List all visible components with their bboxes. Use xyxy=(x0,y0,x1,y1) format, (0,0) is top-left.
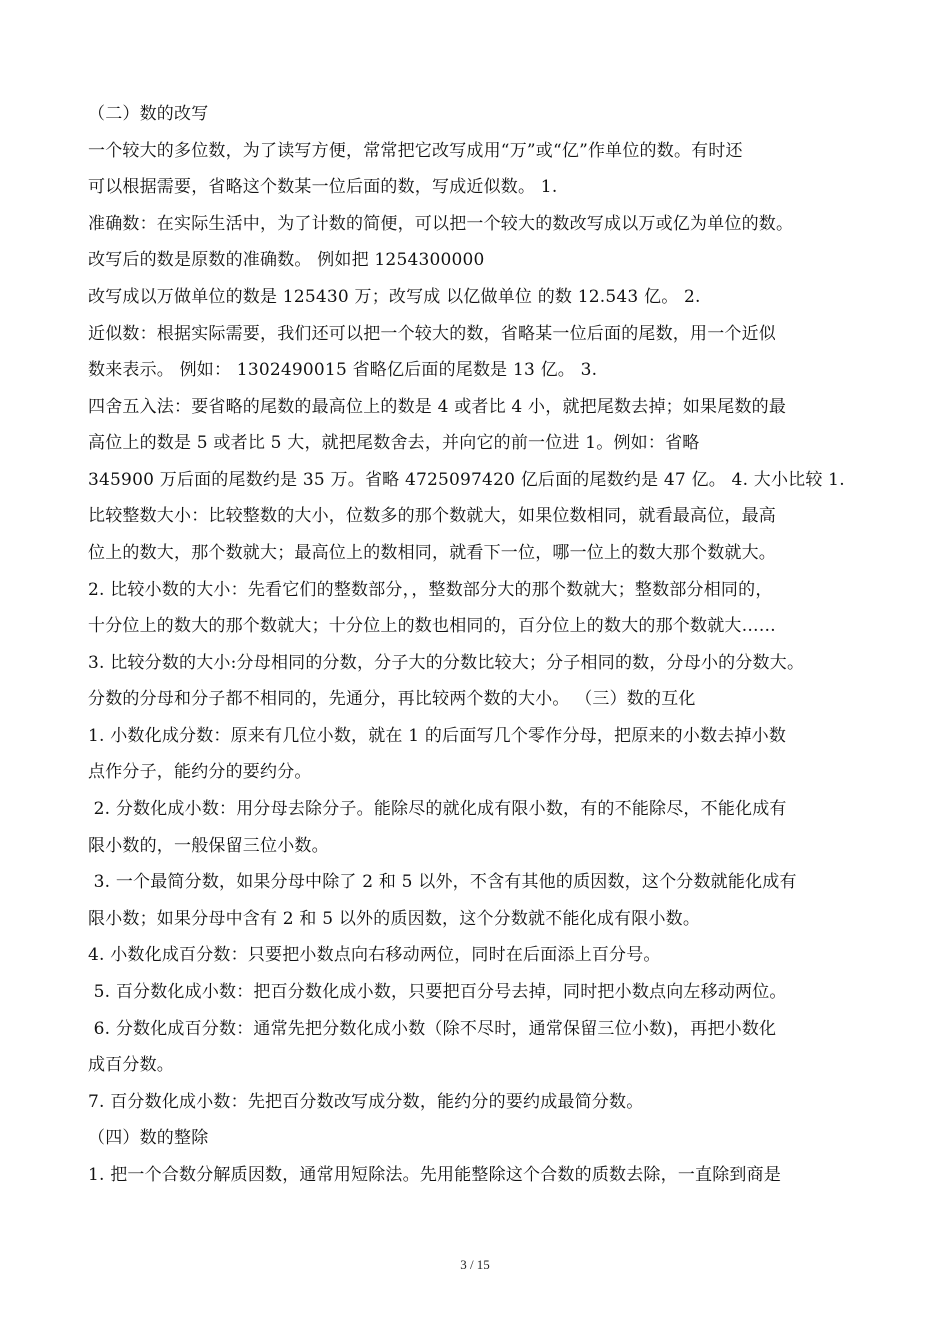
text-line: 点作分子，能约分的要约分。 xyxy=(88,762,312,782)
text-line: 7. 百分数化成小数：先把百分数改写成分数，能约分的要约成最简分数。 xyxy=(88,1092,644,1112)
text-line: 比较整数大小：比较整数的大小，位数多的那个数就大，如果位数相同，就看最高位，最高 xyxy=(88,506,776,526)
section-heading-divisibility: （四）数的整除 xyxy=(88,1128,209,1148)
text-line: 345900 万后面的尾数约是 35 万。省略 4725097420 亿后面的尾数约是 47 亿。 4. 大小比较 1. xyxy=(88,470,845,490)
text-line: 3. 比较分数的大小:分母相同的分数，分子大的分数比较大；分子相同的数，分母小的分数大。 xyxy=(88,653,805,673)
page-number: 3 / 15 xyxy=(460,1257,490,1272)
text-line: 一个较大的多位数，为了读写方便，常常把它改写成用“万”或“亿”作单位的数。有时还 xyxy=(88,141,743,161)
text-line: 分数的分母和分子都不相同的，先通分，再比较两个数的大小。 （三）数的互化 xyxy=(88,689,696,709)
text-line: 近似数：根据实际需要，我们还可以把一个较大的数，省略某一位后面的尾数，用一个近似 xyxy=(88,324,776,344)
text-line: 限小数的，一般保留三位小数。 xyxy=(88,836,329,856)
text-line: 2. 分数化成小数：用分母去除分子。能除尽的就化成有限小数，有的不能除尽，不能化成有 xyxy=(88,799,787,819)
text-line: 成百分数。 xyxy=(88,1055,174,1075)
text-line: 1. 小数化成分数：原来有几位小数，就在 1 的后面写几个零作分母，把原来的小数去掉小数 xyxy=(88,726,787,746)
text-line: 高位上的数是 5 或者比 5 大，就把尾数舍去，并向它的前一位进 1。例如：省略 xyxy=(88,433,700,453)
text-line: 3. 一个最简分数，如果分母中除了 2 和 5 以外，不含有其他的质因数，这个分数就能化成有 xyxy=(88,872,797,892)
text-line: 可以根据需要，省略这个数某一位后面的数，写成近似数。 1. xyxy=(88,177,558,197)
text-line: 5. 百分数化成小数：把百分数化成小数，只要把百分号去掉，同时把小数点向左移动两位。 xyxy=(88,982,787,1002)
text-line: 改写后的数是原数的准确数。 例如把 1254300000 xyxy=(88,250,485,270)
text-line: 1. 把一个合数分解质因数，通常用短除法。先用能整除这个合数的质数去除，一直除到商是 xyxy=(88,1165,782,1185)
text-line: 位上的数大，那个数就大；最高位上的数相同，就看下一位，哪一位上的数大那个数就大。 xyxy=(88,543,776,563)
text-line: 2. 比较小数的大小：先看它们的整数部分，，整数部分大的那个数就大；整数部分相同的， xyxy=(88,580,773,600)
text-line: 准确数：在实际生活中，为了计数的简便，可以把一个较大的数改写成以万或亿为单位的数。 xyxy=(88,214,794,234)
text-line: 改写成以万做单位的数是 125430 万；改写成 以亿做单位 的数 12.543 亿。 2. xyxy=(88,287,701,307)
section-heading-number-rewriting: （二）数的改写 xyxy=(88,104,209,124)
text-line: 4. 小数化成百分数：只要把小数点向右移动两位，同时在后面添上百分号。 xyxy=(88,945,661,965)
text-line: 四舍五入法：要省略的尾数的最高位上的数是 4 或者比 4 小，就把尾数去掉；如果尾数的最 xyxy=(88,397,787,417)
text-line: 数来表示。 例如： 1302490015 省略亿后面的尾数是 13 亿。 3. xyxy=(88,360,598,380)
text-line: 十分位上的数大的那个数就大；十分位上的数也相同的，百分位上的数大的那个数就大…… xyxy=(88,616,776,636)
text-line: 6. 分数化成百分数：通常先把分数化成小数（除不尽时，通常保留三位小数)，再把小数化 xyxy=(88,1019,777,1039)
text-line: 限小数；如果分母中含有 2 和 5 以外的质因数，这个分数就不能化成有限小数。 xyxy=(88,909,701,929)
